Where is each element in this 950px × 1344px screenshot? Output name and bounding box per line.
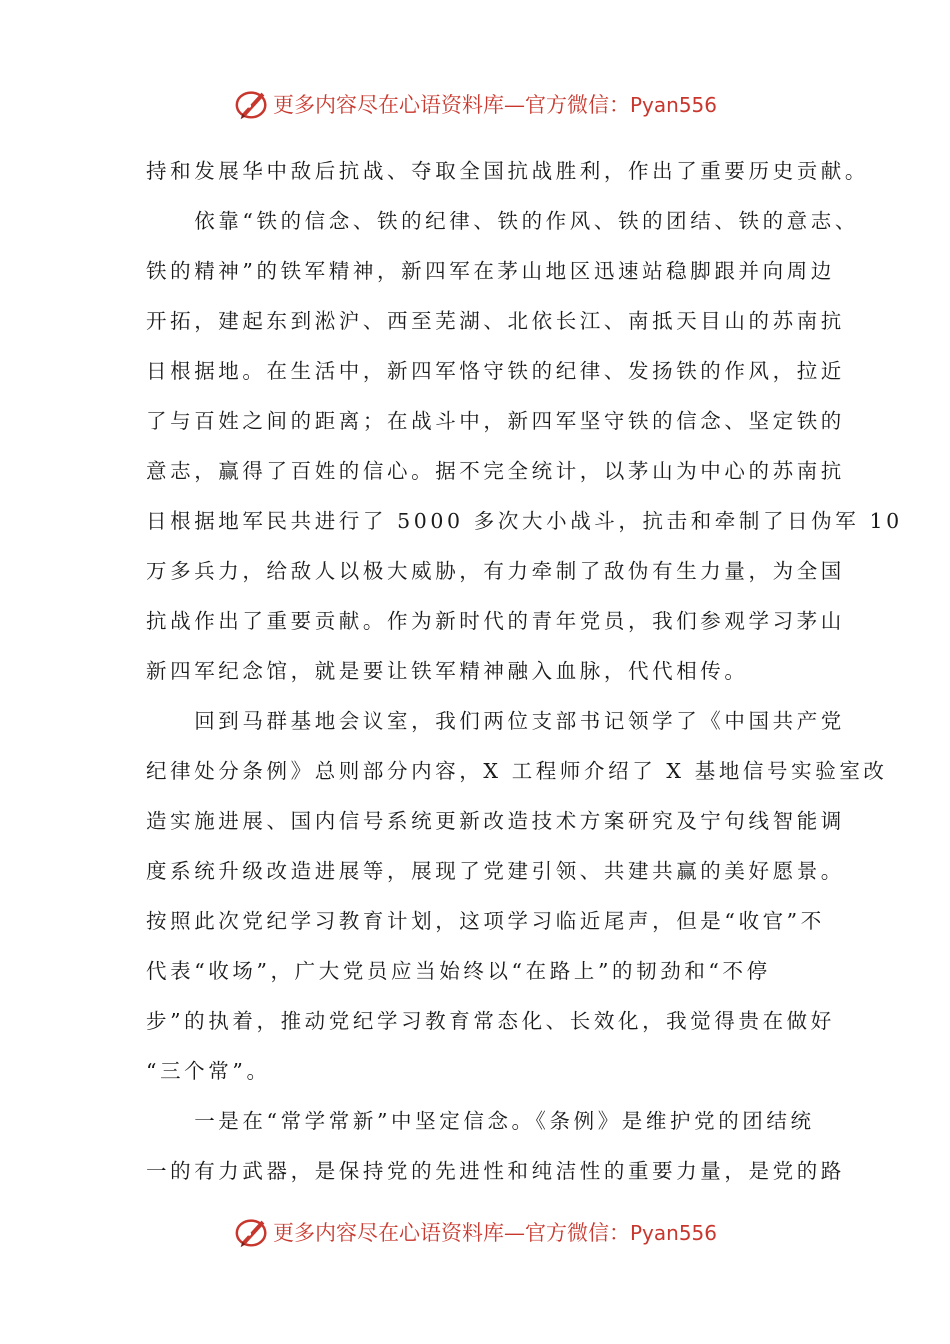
text-line: 日根据地。在生活中，新四军恪守铁的纪律、发扬铁的作风，拉近	[146, 359, 845, 383]
text-line: 开拓，建起东到淞沪、西至芜湖、北依长江、南抵天目山的苏南抗	[146, 309, 845, 333]
watermark-text: 更多内容尽在心语资料库—官方微信：Pyan556	[272, 1221, 717, 1245]
text-line: 铁的精神”的铁军精神，新四军在茅山地区迅速站稳脚跟并向周边	[146, 259, 835, 283]
text-line: “三个常”。	[146, 1059, 271, 1083]
text-line: 了与百姓之间的距离；在战斗中，新四军坚守铁的信念、坚定铁的	[146, 409, 845, 433]
document-body	[146, 146, 903, 1196]
text-line: 代表“收场”，广大党员应当始终以“在路上”的韧劲和“不停	[146, 959, 771, 983]
text-line: 持和发展华中敌后抗战、夺取全国抗战胜利，作出了重要历史贡献。	[146, 159, 869, 183]
text-line: 依靠“铁的信念、铁的纪律、铁的作风、铁的团结、铁的意志、	[146, 209, 859, 233]
text-line: 抗战作出了重要贡献。作为新时代的青年党员，我们参观学习茅山	[146, 609, 845, 633]
text-line: 日根据地军民共进行了 5000 多次大小战斗，抗击和牵制了日伪军 10	[146, 509, 903, 533]
text-line: 按照此次党纪学习教育计划，这项学习临近尾声，但是“收官”不	[146, 909, 825, 933]
text-line: 步”的执着，推动党纪学习教育常态化、长效化，我觉得贵在做好	[146, 1009, 835, 1033]
text-line: 意志，赢得了百姓的信心。据不完全统计，以茅山为中心的苏南抗	[146, 459, 845, 483]
text-line: 纪律处分条例》总则部分内容，X 工程师介绍了 X 基地信号实验室改	[146, 759, 888, 783]
text-line: 新四军纪念馆，就是要让铁军精神融入血脉，代代相传。	[146, 659, 749, 683]
text-line: 万多兵力，给敌人以极大威胁，有力牵制了敌伪有生力量，为全国	[146, 559, 845, 583]
text-line: 回到马群基地会议室，我们两位支部书记领学了《中国共产党	[146, 709, 845, 733]
text-line: 一的有力武器，是保持党的先进性和纯洁性的重要力量，是党的路	[146, 1159, 845, 1183]
text-line: 造实施进展、国内信号系统更新改造技术方案研究及宁句线智能调	[146, 809, 845, 833]
footer-watermark	[0, 1212, 950, 1252]
pen-logo-icon	[233, 1213, 271, 1251]
text-line: 一是在“常学常新”中坚定信念。《条例》是维护党的团结统	[146, 1109, 815, 1133]
header-watermark	[0, 84, 950, 124]
text-line: 度系统升级改造进展等，展现了党建引领、共建共赢的美好愿景。	[146, 859, 845, 883]
watermark-text: 更多内容尽在心语资料库—官方微信：Pyan556	[272, 93, 717, 117]
pen-logo-icon	[233, 85, 271, 123]
